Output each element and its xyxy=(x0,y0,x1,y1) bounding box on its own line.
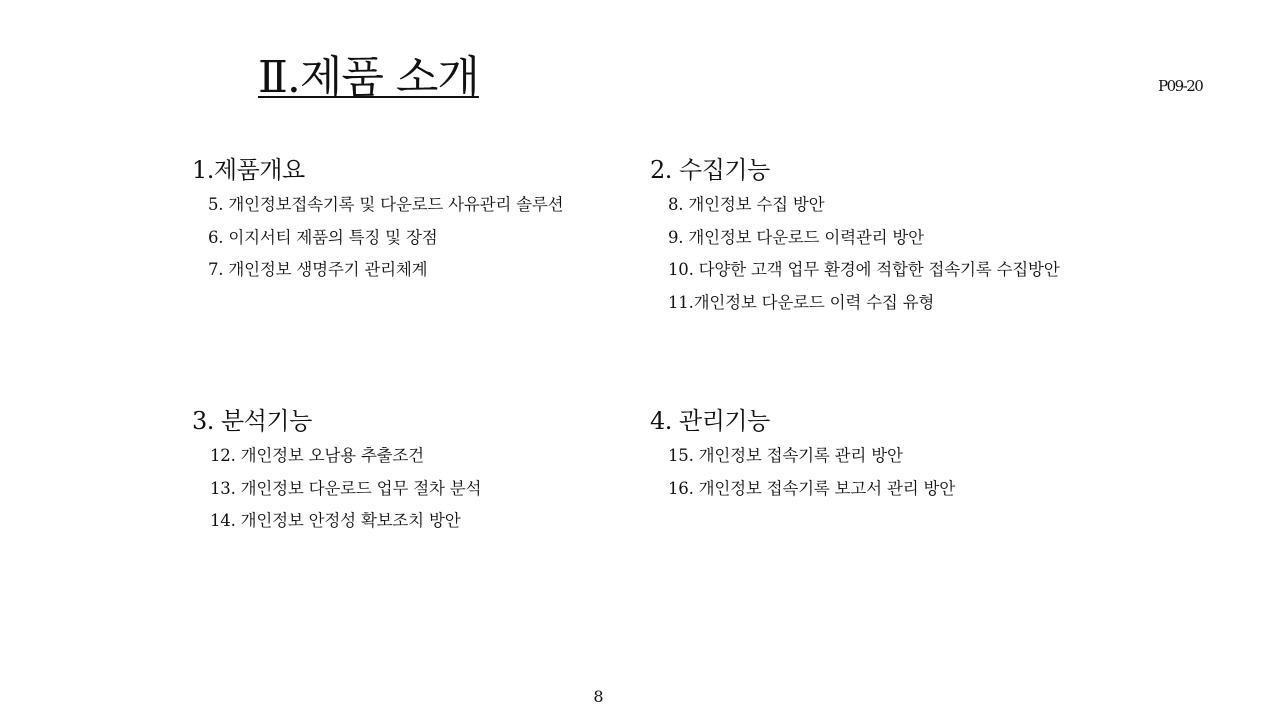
section-item-list xyxy=(650,440,955,505)
section-heading: 3. 분석기능 xyxy=(192,407,312,435)
list-item: 8. 개인정보 수집 방안 xyxy=(668,195,825,214)
list-item: 11.개인정보 다운로드 이력 수집 유형 xyxy=(668,292,935,312)
page-number: 8 xyxy=(593,687,604,706)
section-item-list xyxy=(192,189,563,287)
list-item: 9. 개인정보 다운로드 이력관리 방안 xyxy=(668,227,924,247)
list-item: 10. 다양한 고객 업무 환경에 적합한 접속기록 수집방안 xyxy=(668,260,1060,279)
list-item: 13. 개인정보 다운로드 업무 절차 분석 xyxy=(210,478,482,498)
list-item: 6. 이지서티 제품의 특징 및 장점 xyxy=(208,227,438,247)
section-analysis xyxy=(192,406,481,538)
section-item-list xyxy=(192,440,481,538)
section-item-list xyxy=(650,189,1059,319)
list-item: 12. 개인정보 오남용 추출조건 xyxy=(210,446,424,465)
list-item: 14. 개인정보 안정성 확보조치 방안 xyxy=(210,511,461,530)
list-item: 16. 개인정보 접속기록 보고서 관리 방안 xyxy=(668,478,955,498)
section-collection xyxy=(650,155,1059,319)
section-heading: 2. 수집기능 xyxy=(650,156,770,184)
list-item: 5. 개인정보접속기록 및 다운로드 사유관리 솔루션 xyxy=(208,195,564,214)
section-management xyxy=(650,406,955,505)
section-product-overview xyxy=(192,155,563,287)
page-code: P09-20 xyxy=(1158,77,1203,95)
section-heading: 1.제품개요 xyxy=(192,156,305,184)
list-item: 7. 개인정보 생명주기 관리체계 xyxy=(208,260,428,279)
section-heading: 4. 관리기능 xyxy=(650,407,770,435)
slide-title: Ⅱ.제품 소개 xyxy=(258,52,479,103)
list-item: 15. 개인정보 접속기록 관리 방안 xyxy=(668,446,903,465)
